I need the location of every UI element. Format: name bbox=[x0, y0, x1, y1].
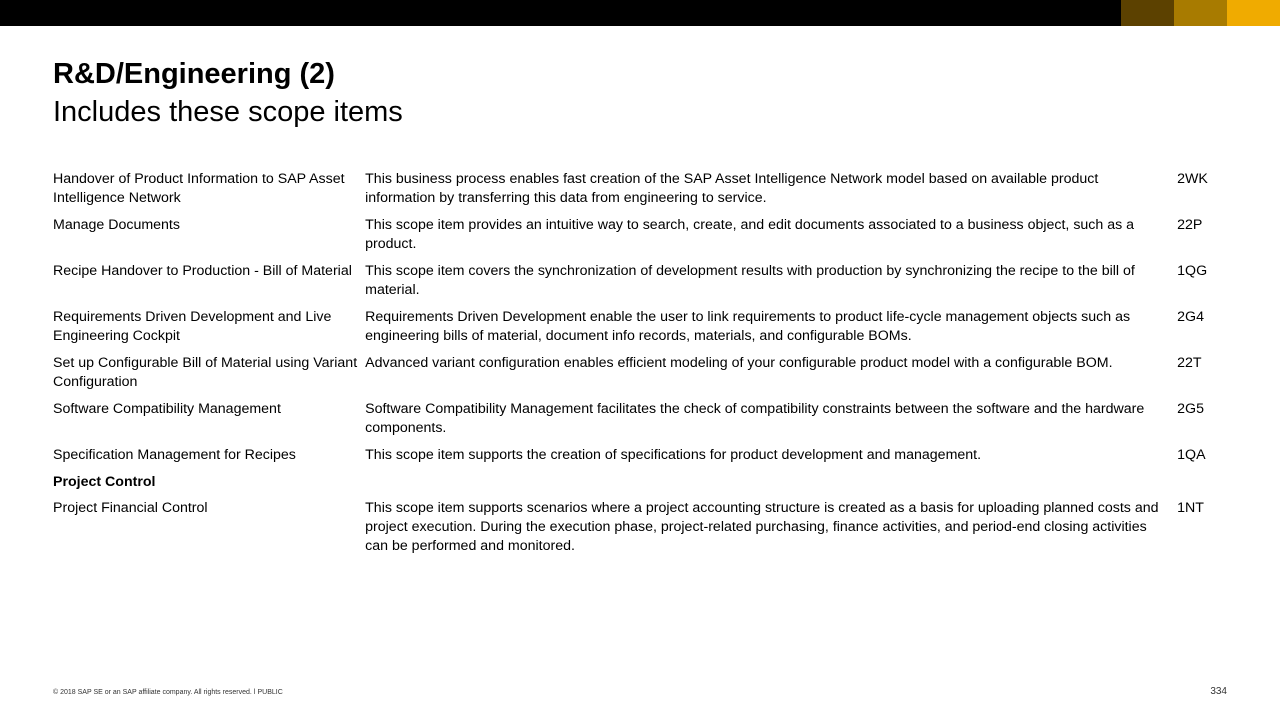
scope-item-description: Software Compatibility Management facilitates the check of compatibility constraints between the software and the hardware components. bbox=[365, 401, 1145, 436]
scope-item-description: This business process enables fast creation of the SAP Asset Intelligence Network model based on available product information by transferring this data from engineering to service. bbox=[365, 171, 1099, 206]
accent-block-dark bbox=[1121, 0, 1174, 26]
accent-block-mid bbox=[1174, 0, 1227, 26]
scope-item-description: This scope item supports scenarios where a project accounting structure is created as a basis for uploading planned costs and project execution. During the execution phase, project-related purchasing, finance activities, and period-end closing activities can be performed and monitored. bbox=[365, 500, 1159, 554]
scope-items-table bbox=[50, 170, 1230, 564]
scope-item-code: 1NT bbox=[1177, 500, 1204, 516]
scope-item-code: 22T bbox=[1177, 355, 1202, 371]
accent-block-gold bbox=[1227, 0, 1280, 26]
copyright-footer: © 2018 SAP SE or an SAP affiliate company. All rights reserved. ǀ PUBLIC bbox=[53, 689, 283, 696]
scope-item-code: 2G4 bbox=[1177, 309, 1204, 325]
page-number: 334 bbox=[1210, 686, 1227, 697]
scope-item-name: Manage Documents bbox=[53, 217, 180, 233]
table-row bbox=[50, 170, 1230, 216]
scope-item-code: 22P bbox=[1177, 217, 1203, 233]
scope-item-name: Project Financial Control bbox=[53, 500, 208, 516]
table-row bbox=[50, 216, 1230, 262]
page-subtitle: Includes these scope items bbox=[53, 96, 403, 128]
scope-item-code: 1QG bbox=[1177, 263, 1208, 279]
scope-item-description: This scope item supports the creation of specifications for product development and management. bbox=[365, 447, 982, 463]
scope-item-name: Specification Management for Recipes bbox=[53, 447, 296, 463]
scope-item-code: 2G5 bbox=[1177, 401, 1204, 417]
scope-item-description: This scope item covers the synchronization of development results with production by synchronizing the recipe to the bill of material. bbox=[365, 263, 1135, 298]
scope-item-name: Software Compatibility Management bbox=[53, 401, 281, 417]
scope-item-description: This scope item provides an intuitive way to search, create, and edit documents associated to a business object, such as a product. bbox=[365, 217, 1135, 252]
table-row bbox=[50, 446, 1230, 473]
scope-item-name: Handover of Product Information to SAP Asset Intelligence Network bbox=[53, 171, 345, 206]
scope-item-name: Set up Configurable Bill of Material using Variant Configuration bbox=[53, 355, 358, 390]
section-header-row bbox=[50, 473, 1230, 499]
table-row bbox=[50, 354, 1230, 400]
scope-item-description: Requirements Driven Development enable the user to link requirements to product life-cycle management objects such as engineering bills of material, document info records, materials, and configurable BOMs. bbox=[365, 309, 1131, 344]
scope-item-code: 2WK bbox=[1177, 171, 1208, 187]
table-row bbox=[50, 400, 1230, 446]
scope-item-name: Requirements Driven Development and Live Engineering Cockpit bbox=[53, 309, 332, 344]
table-row bbox=[50, 308, 1230, 354]
page-title: R&D/Engineering (2) bbox=[53, 58, 335, 90]
section-heading: Project Control bbox=[53, 474, 156, 490]
scope-item-code: 1QA bbox=[1177, 447, 1206, 463]
table-row bbox=[50, 262, 1230, 308]
scope-item-description: Advanced variant configuration enables efficient modeling of your configurable product model with a configurable BOM. bbox=[365, 355, 1113, 371]
top-bar bbox=[0, 0, 1280, 26]
scope-item-name: Recipe Handover to Production - Bill of Material bbox=[53, 263, 352, 279]
table-row bbox=[50, 499, 1230, 564]
